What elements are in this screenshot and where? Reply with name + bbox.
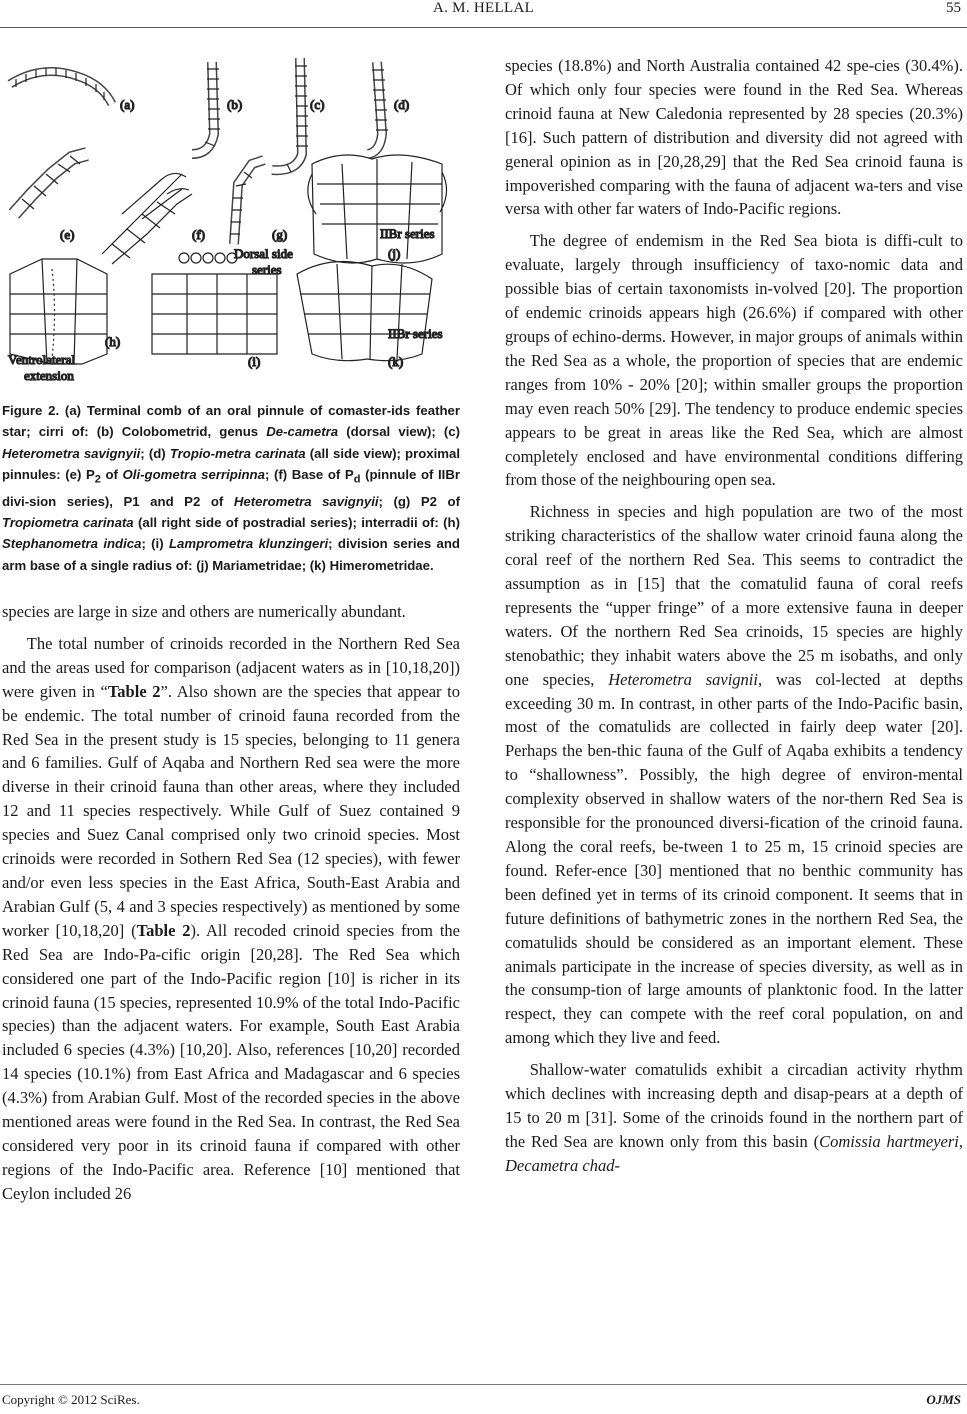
- right-column: [505, 54, 963, 1178]
- label-g: (g): [272, 227, 288, 242]
- right-paragraph: species (18.8%) and North Australia contained 42 spe-cies (30.4%). Of which only four species were found in the Red Sea. Whereas crinoid fauna at New Caledonia represented by 28 species (20.3%) [16]. Such pattern of distribution and diversity did not agreed with general opinion as in [20,28,29] that the Red Sea crinoid fauna is impoverished comparing with the fauna of adjacent wa-ters and vise versa with other far waters of Indo-Pacific regions.: [505, 56, 963, 219]
- footer-divider: [0, 1384, 967, 1385]
- left-column: [2, 54, 460, 1206]
- right-paragraph: Richness in species and high population are two of the most striking characteristics of the shallow water crinoid fauna along the coral reef of the northern Red Sea. This seems to contradict the assumption as in [15] that the comatulid fauna of coral reefs represents the “upper fringe” of a more extensive fauna in deeper waters. Of the northern Red Sea crinoids, 15 species are highly stenobathic; they inhabit waters above the 25 m isobaths, and only one species, Heterometra savignii, was col-lected at depths exceeding 30 m. In contrast, in other parts of the Indo-Pacific basin, most of the comatulids are collected in fairly deep water [20]. Perhaps the ben-thic fauna of the Gulf of Aqaba exhibits a tendency to “shallowness”. Possibly, the high degree of environ-mental complexity observed in shallow waters of the nor-thern Red Sea is responsible for the pronounced diversi-fication of the crinoid fauna. Along the coral reefs, be-tween 1 to 25 m, 15 crinoid species are found. Refer-ence [30] mentioned that no benthic community has been defined yet in terms of its crinoid component. It seems that in future definitions of bathymetric zones in the northern Red Sea, the comatulids should be considered as an important element. These animals participate in the increase of species diversity, as well as in the consump-tion of large amounts of planktonic food. In the latter respect, they can compete with the reef coral population, on and among which they live and feed.: [505, 502, 963, 1048]
- drawing-d-cirrus: [368, 62, 388, 154]
- drawing-e-pinnule: [14, 154, 87, 214]
- label-k: (k): [388, 354, 404, 369]
- left-paragraph: The total number of crinoids recorded in the Northern Red Sea and the areas used for comparison (adjacent waters as in [10,18,20]) were given in “Table 2”. Also shown are the species that appear to be endemic. The total number of crinoid fauna recorded from the Red Sea in the present study is 15 species, belonging to 11 genera and 6 families. Gulf of Aqaba and Northern Red sea were the more diverse in their crinoid fauna than other areas, where they included 12 and 11 species respectively. While Gulf of Suez contained 9 species and Suez Canal comprised only two crinoid species. Most crinoids were recorded in Sothern Red Sea (12 species), with fewer and/or even less species in the East Africa, South-East Arabia and Arabian Gulf (5, 4 and 3 species respectively) as mentioned by some worker [10,18,20] (Table 2). All recoded crinoid species from the Red Sea are Indo-Pa-cific origin [20,28]. The Red Sea which considered one part of the Indo-Pacific region [10] is richer in its crinoid fauna (15 species, represented 10.9% of the total Indo-Pacific species) than the adjacent waters. For example, South East Arabia included 6 species (4.3%) [10,20]. Also, references [10,20] recorded 14 species (10.1%) from East Africa and Madagascar and 6 species (4.3%) from Arabian Gulf. Most of the recorded species in the above mentioned areas were found in the Red Sea. In contrast, the Red Sea considered very poor in its crinoid fauna if compared with other regions of the Indo-Pacific area. Reference [10] mentioned that Ceylon included 26: [2, 633, 460, 1203]
- right-paragraph: The degree of endemism in the Red Sea biota is diffi-cult to evaluate, largely through insufficiency of taxo-nomic data and possible bias of certain taxonomists in-volved [20]. The proportion of endemic crinoids appears high (26.6%) if compared with other groups of echino-derms. However, in major groups of animals within the Red Sea as a whole, the proportion of species that are endemic ranges from 10% - 20% [20]; within smaller groups the proportion may even reach 50% [29]. The tendency to produce endemic species appears to be great in areas like the Red Sea, which are almost completely enclosed and have environmental conditions differing from those of the neighbouring open sea.: [505, 231, 963, 490]
- left-body-text: [2, 600, 460, 1206]
- label-e: (e): [60, 227, 75, 242]
- label-d: (d): [394, 97, 410, 112]
- left-paragraph: species are large in size and others are numerically abundant.: [2, 602, 406, 622]
- label-dorsal-side: Dorsal side: [234, 246, 293, 261]
- right-paragraph: Shallow-water comatulids exhibit a circadian activity rhythm which declines with increasing depth and disap-pears at a depth of 15 to 20 m [31]. Some of the crinoids found in the northern part of the Red Sea are known only from this basin (Comissia hartmeyeri, Decametra chad-: [505, 1060, 963, 1175]
- drawing-g-pinnule: [230, 160, 264, 244]
- label-j: (j): [388, 246, 401, 261]
- label-c: (c): [310, 97, 325, 112]
- drawing-a-comb: [10, 68, 112, 104]
- label-f: (f): [192, 227, 205, 242]
- drawing-h-interradius: [10, 259, 107, 364]
- label-h: (h): [105, 334, 121, 349]
- label-extension: extension: [24, 368, 74, 383]
- crinoid-illustrations: [2, 54, 460, 384]
- journal-abbreviation: OJMS: [926, 1392, 961, 1407]
- drawing-f-pinnule: [102, 173, 192, 264]
- label-ventrolateral: Ventrolateral: [8, 352, 76, 367]
- label-iibr-series-j: IIBr series: [380, 226, 435, 241]
- drawing-c-cirrus: [272, 58, 308, 172]
- label-dorsal-series: series: [252, 262, 282, 277]
- figure-2-drawings: [2, 54, 460, 384]
- header-divider: [0, 27, 967, 28]
- right-body-text: [505, 54, 963, 1178]
- label-b: (b): [227, 97, 243, 112]
- figure-2-caption: Figure 2. (a) Terminal comb of an oral pinnule of comaster-ids feather star; cirri of: (b) Colobometrid, genus De-cametra (dorsal view); (c) Heterometra savignyii; (d) Tropio-metra carinata (all side view); proximal pinnules: (e) $P_2$ of Oli-gometra serripinna; (f) Base of $P_d$ (pinnule of IIBr divi-sion series), P1 and P2 of Heterometra savignyii; (g) P2 of Tropiometra carinata (all right side of postradial series); interradii of: (h) Stephanometra indica; (i) Lamprometra klunzingeri; division series and arm base of a single radius of: (j) Mariametridae; (k) Himerometridae.: [2, 403, 461, 573]
- running-header-author: A. M. HELLAL: [432, 0, 535, 16]
- label-i: (i): [248, 354, 261, 369]
- label-iibr-series-k: IIBr series: [388, 326, 443, 341]
- drawing-b-cirrus: [192, 62, 220, 154]
- page-number: 55: [946, 0, 961, 16]
- copyright-notice: Copyright © 2012 SciRes.: [2, 1392, 140, 1407]
- drawing-k-division-series: [297, 262, 432, 361]
- label-a: (a): [120, 97, 135, 112]
- drawing-j-division-series: [308, 155, 447, 263]
